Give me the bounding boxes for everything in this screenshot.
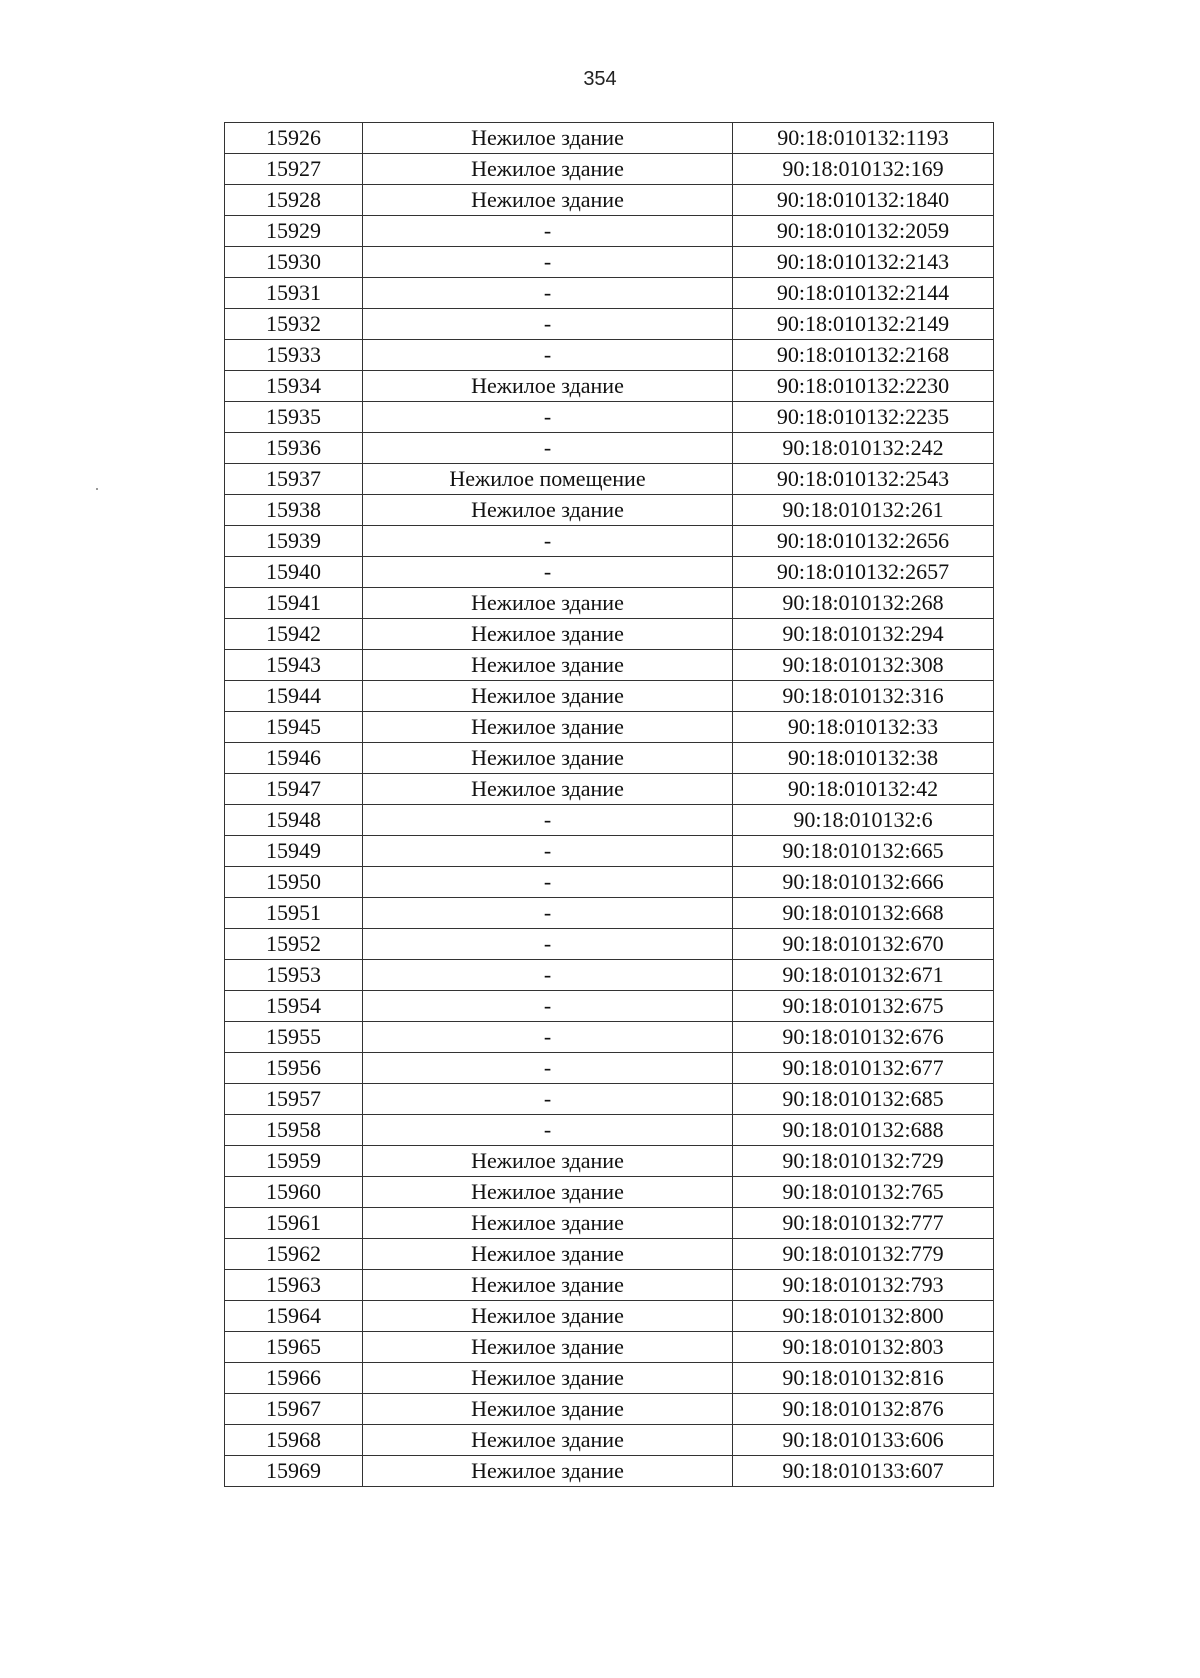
row-number-cell: 15945 [225,712,363,743]
cadastral-number-cell: 90:18:010132:2235 [733,402,994,433]
row-number-cell: 15955 [225,1022,363,1053]
cadastral-number-cell: 90:18:010132:729 [733,1146,994,1177]
object-type-cell: - [363,340,733,371]
cadastral-number-cell: 90:18:010132:665 [733,836,994,867]
object-type-cell: Нежилое здание [363,123,733,154]
object-type-cell: Нежилое помещение [363,464,733,495]
table-row [225,340,994,371]
table-row [225,1332,994,1363]
cadastral-number-cell: 90:18:010132:1840 [733,185,994,216]
row-number-cell: 15931 [225,278,363,309]
row-number-cell: 15943 [225,650,363,681]
row-number-cell: 15952 [225,929,363,960]
row-number-cell: 15928 [225,185,363,216]
row-number-cell: 15939 [225,526,363,557]
object-type-cell: Нежилое здание [363,154,733,185]
row-number-cell: 15929 [225,216,363,247]
object-type-cell: - [363,526,733,557]
object-type-cell: - [363,216,733,247]
row-number-cell: 15949 [225,836,363,867]
object-type-cell: Нежилое здание [363,1177,733,1208]
table-row [225,1239,994,1270]
cadastral-number-cell: 90:18:010132:793 [733,1270,994,1301]
object-type-cell: - [363,247,733,278]
table-row [225,1146,994,1177]
cadastral-number-cell: 90:18:010132:2059 [733,216,994,247]
registry-table [224,122,994,1487]
cadastral-number-cell: 90:18:010132:42 [733,774,994,805]
cadastral-number-cell: 90:18:010132:169 [733,154,994,185]
object-type-cell: - [363,867,733,898]
table-row [225,681,994,712]
object-type-cell: - [363,278,733,309]
row-number-cell: 15962 [225,1239,363,1270]
cadastral-number-cell: 90:18:010132:666 [733,867,994,898]
cadastral-number-cell: 90:18:010132:38 [733,743,994,774]
object-type-cell: Нежилое здание [363,1332,733,1363]
row-number-cell: 15938 [225,495,363,526]
object-type-cell: Нежилое здание [363,1146,733,1177]
object-type-cell: Нежилое здание [363,774,733,805]
cadastral-number-cell: 90:18:010132:777 [733,1208,994,1239]
row-number-cell: 15967 [225,1394,363,1425]
table-row [225,619,994,650]
row-number-cell: 15965 [225,1332,363,1363]
object-type-cell: Нежилое здание [363,1363,733,1394]
table-row [225,1301,994,1332]
row-number-cell: 15948 [225,805,363,836]
row-number-cell: 15969 [225,1456,363,1487]
row-number-cell: 15959 [225,1146,363,1177]
table-row [225,1022,994,1053]
object-type-cell: Нежилое здание [363,1239,733,1270]
cadastral-number-cell: 90:18:010132:2656 [733,526,994,557]
cadastral-number-cell: 90:18:010132:685 [733,1084,994,1115]
row-number-cell: 15930 [225,247,363,278]
table-row [225,464,994,495]
cadastral-number-cell: 90:18:010132:316 [733,681,994,712]
object-type-cell: - [363,805,733,836]
table-row [225,960,994,991]
cadastral-number-cell: 90:18:010132:677 [733,1053,994,1084]
page-number: 354 [583,68,617,90]
table-row [225,247,994,278]
cadastral-number-cell: 90:18:010132:268 [733,588,994,619]
object-type-cell: Нежилое здание [363,588,733,619]
cadastral-number-cell: 90:18:010132:2144 [733,278,994,309]
cadastral-number-cell: 90:18:010132:2230 [733,371,994,402]
object-type-cell: - [363,557,733,588]
table-row [225,123,994,154]
row-number-cell: 15961 [225,1208,363,1239]
row-number-cell: 15934 [225,371,363,402]
object-type-cell: - [363,898,733,929]
object-type-cell: Нежилое здание [363,712,733,743]
scan-speck [96,488,98,490]
cadastral-number-cell: 90:18:010132:2143 [733,247,994,278]
table-row [225,185,994,216]
cadastral-number-cell: 90:18:010132:800 [733,1301,994,1332]
table-row [225,836,994,867]
cadastral-number-cell: 90:18:010132:6 [733,805,994,836]
row-number-cell: 15926 [225,123,363,154]
object-type-cell: - [363,309,733,340]
row-number-cell: 15950 [225,867,363,898]
cadastral-number-cell: 90:18:010132:308 [733,650,994,681]
table-row [225,1363,994,1394]
object-type-cell: Нежилое здание [363,1425,733,1456]
row-number-cell: 15942 [225,619,363,650]
object-type-cell: - [363,929,733,960]
cadastral-number-cell: 90:18:010132:2149 [733,309,994,340]
object-type-cell: Нежилое здание [363,650,733,681]
object-type-cell: - [363,991,733,1022]
object-type-cell: Нежилое здание [363,1301,733,1332]
object-type-cell: Нежилое здание [363,681,733,712]
object-type-cell: Нежилое здание [363,743,733,774]
table-row [225,433,994,464]
row-number-cell: 15947 [225,774,363,805]
row-number-cell: 15936 [225,433,363,464]
table-row [225,1394,994,1425]
table-row [225,216,994,247]
table-row [225,1456,994,1487]
row-number-cell: 15951 [225,898,363,929]
table-row [225,1270,994,1301]
object-type-cell: - [363,1022,733,1053]
cadastral-number-cell: 90:18:010133:607 [733,1456,994,1487]
table-row [225,898,994,929]
table-row [225,712,994,743]
row-number-cell: 15944 [225,681,363,712]
object-type-cell: Нежилое здание [363,1456,733,1487]
table-row [225,774,994,805]
row-number-cell: 15968 [225,1425,363,1456]
object-type-cell: - [363,836,733,867]
cadastral-number-cell: 90:18:010132:2168 [733,340,994,371]
cadastral-number-cell: 90:18:010132:294 [733,619,994,650]
object-type-cell: Нежилое здание [363,1270,733,1301]
object-type-cell: Нежилое здание [363,1394,733,1425]
row-number-cell: 15954 [225,991,363,1022]
object-type-cell: Нежилое здание [363,495,733,526]
table-row [225,278,994,309]
object-type-cell: - [363,1053,733,1084]
table-row [225,526,994,557]
object-type-cell: Нежилое здание [363,371,733,402]
cadastral-number-cell: 90:18:010132:670 [733,929,994,960]
cadastral-number-cell: 90:18:010132:688 [733,1115,994,1146]
table-row [225,929,994,960]
object-type-cell: - [363,1084,733,1115]
cadastral-number-cell: 90:18:010132:33 [733,712,994,743]
cadastral-number-cell: 90:18:010132:1193 [733,123,994,154]
row-number-cell: 15935 [225,402,363,433]
cadastral-number-cell: 90:18:010132:668 [733,898,994,929]
row-number-cell: 15946 [225,743,363,774]
row-number-cell: 15927 [225,154,363,185]
cadastral-number-cell: 90:18:010132:816 [733,1363,994,1394]
row-number-cell: 15960 [225,1177,363,1208]
table-row [225,743,994,774]
table-row [225,588,994,619]
cadastral-number-cell: 90:18:010132:675 [733,991,994,1022]
cadastral-number-cell: 90:18:010132:671 [733,960,994,991]
row-number-cell: 15964 [225,1301,363,1332]
object-type-cell: - [363,402,733,433]
table-row [225,991,994,1022]
table-row [225,867,994,898]
table-row [225,371,994,402]
table-row [225,1053,994,1084]
object-type-cell: - [363,433,733,464]
cadastral-number-cell: 90:18:010132:876 [733,1394,994,1425]
cadastral-number-cell: 90:18:010132:676 [733,1022,994,1053]
row-number-cell: 15966 [225,1363,363,1394]
object-type-cell: Нежилое здание [363,185,733,216]
registry-table-body [225,123,994,1487]
table-row [225,805,994,836]
cadastral-number-cell: 90:18:010132:803 [733,1332,994,1363]
row-number-cell: 15958 [225,1115,363,1146]
cadastral-number-cell: 90:18:010132:2543 [733,464,994,495]
row-number-cell: 15953 [225,960,363,991]
object-type-cell: Нежилое здание [363,619,733,650]
object-type-cell: - [363,960,733,991]
table-row [225,1208,994,1239]
table-row [225,1177,994,1208]
cadastral-number-cell: 90:18:010132:242 [733,433,994,464]
cadastral-number-cell: 90:18:010132:779 [733,1239,994,1270]
cadastral-number-cell: 90:18:010133:606 [733,1425,994,1456]
table-row [225,154,994,185]
row-number-cell: 15957 [225,1084,363,1115]
table-row [225,1425,994,1456]
cadastral-number-cell: 90:18:010132:765 [733,1177,994,1208]
table-row [225,402,994,433]
row-number-cell: 15933 [225,340,363,371]
row-number-cell: 15941 [225,588,363,619]
table-row [225,557,994,588]
table-row [225,309,994,340]
row-number-cell: 15963 [225,1270,363,1301]
row-number-cell: 15956 [225,1053,363,1084]
row-number-cell: 15937 [225,464,363,495]
table-row [225,650,994,681]
object-type-cell: - [363,1115,733,1146]
cadastral-number-cell: 90:18:010132:261 [733,495,994,526]
row-number-cell: 15940 [225,557,363,588]
cadastral-number-cell: 90:18:010132:2657 [733,557,994,588]
table-row [225,1115,994,1146]
table-row [225,495,994,526]
row-number-cell: 15932 [225,309,363,340]
table-row [225,1084,994,1115]
object-type-cell: Нежилое здание [363,1208,733,1239]
